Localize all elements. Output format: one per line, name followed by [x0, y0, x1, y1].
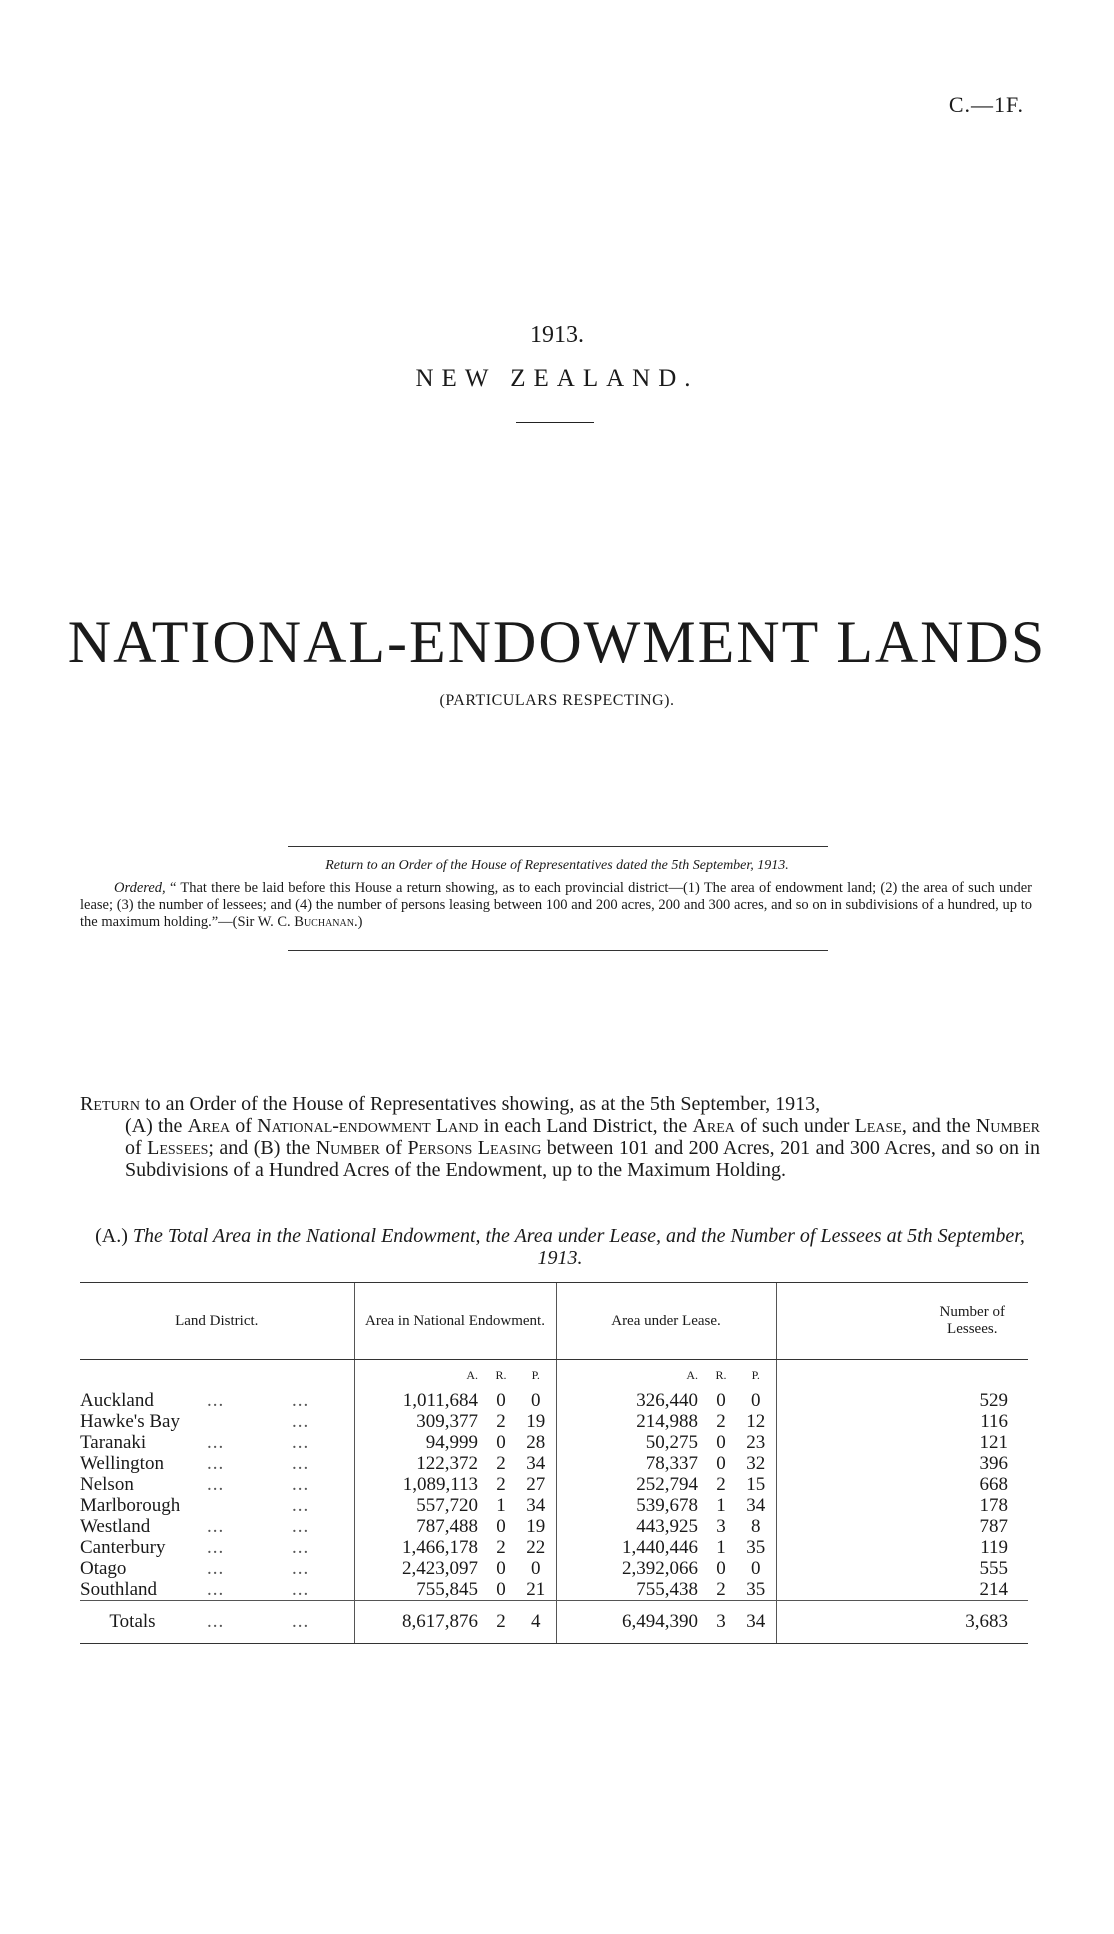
leader-dots: ... — [207, 1432, 225, 1453]
total-lease-roods: 3 — [706, 1601, 736, 1644]
unit-roods: R. — [715, 1368, 727, 1382]
lease-roods: 0 — [716, 1558, 726, 1579]
unit-acres: A. — [556, 1360, 706, 1391]
leader-dots: ... — [207, 1516, 225, 1537]
lease-acres: 755,438 — [556, 1579, 706, 1601]
document-subtitle: (PARTICULARS RESPECTING). — [439, 692, 675, 709]
table-row — [80, 1453, 1028, 1474]
totals-label: Totals — [80, 1601, 185, 1644]
header-land-district: Land District. — [80, 1283, 354, 1360]
lease-acres: 214,988 — [556, 1411, 706, 1432]
lease-perches: 35 — [746, 1537, 766, 1558]
order-bottom-rule — [288, 950, 828, 951]
endowment-perches: 21 — [526, 1579, 546, 1600]
district-name: Marlborough — [80, 1495, 181, 1516]
unit-perches: P. — [751, 1368, 760, 1382]
lease-roods: 0 — [716, 1432, 726, 1453]
table-row — [80, 1474, 1028, 1495]
caption-text: The Total Area in the National Endowment, the Area under Lease, and the Number of Lessees at 5th September, 1913. — [132, 1225, 1025, 1269]
endowment-acres: 1,466,178 — [354, 1537, 486, 1558]
endowment-acres: 309,377 — [354, 1411, 486, 1432]
leader-dots: ... — [292, 1558, 310, 1579]
leader-dots: ... — [207, 1579, 225, 1600]
header-area-lease: Area under Lease. — [556, 1283, 776, 1360]
district-name: Auckland — [80, 1390, 154, 1411]
endowment-roods: 2 — [496, 1537, 506, 1558]
leader-dots: ... — [270, 1601, 354, 1644]
endowment-roods: 1 — [496, 1495, 506, 1516]
endowment-acres: 755,845 — [354, 1579, 486, 1601]
district-name: Nelson — [80, 1474, 134, 1495]
table-row — [80, 1516, 1028, 1537]
total-lease-acres: 6,494,390 — [556, 1601, 706, 1644]
title-divider — [516, 422, 594, 423]
leader-dots: ... — [207, 1453, 225, 1474]
endowment-acres: 1,011,684 — [354, 1390, 486, 1411]
lessees-count: 119 — [776, 1537, 1028, 1558]
endowment-perches: 19 — [526, 1516, 546, 1537]
leader-dots: ... — [292, 1474, 310, 1495]
district-name: Taranaki — [80, 1432, 147, 1453]
endowment-roods: 0 — [496, 1390, 506, 1411]
endowment-table — [80, 1282, 1028, 1644]
lessees-count: 178 — [776, 1495, 1028, 1516]
leader-dots: ... — [207, 1558, 225, 1579]
endowment-perches: 0 — [531, 1390, 541, 1411]
endowment-perches: 28 — [526, 1432, 546, 1453]
lessees-count: 668 — [776, 1474, 1028, 1495]
endowment-acres: 94,999 — [354, 1432, 486, 1453]
table-row — [80, 1579, 1028, 1601]
unit-acres: A. — [354, 1360, 486, 1391]
table-caption — [80, 1225, 1040, 1269]
lease-perches: 15 — [746, 1474, 766, 1495]
document-title: NATIONAL-ENDOWMENT LANDS — [67, 609, 1047, 675]
order-heading: Return to an Order of the House of Representatives dated the 5th September, 1913. — [325, 858, 789, 873]
total-endowment-roods: 2 — [486, 1601, 516, 1644]
lease-acres: 443,925 — [556, 1516, 706, 1537]
endowment-acres: 787,488 — [354, 1516, 486, 1537]
endowment-roods: 0 — [496, 1516, 506, 1537]
table-header-row — [80, 1283, 1028, 1360]
total-lessees: 3,683 — [776, 1601, 1028, 1644]
table-row — [80, 1390, 1028, 1411]
document-reference: C.—1F. — [948, 92, 1024, 117]
leader-dots: ... — [292, 1453, 310, 1474]
endowment-roods: 2 — [496, 1474, 506, 1495]
ordered-label: Ordered, — [114, 880, 166, 896]
lease-perches: 0 — [751, 1390, 761, 1411]
leader-dots: ... — [207, 1537, 225, 1558]
unit-perches: P. — [531, 1368, 540, 1382]
leader-dots — [185, 1495, 270, 1516]
lease-roods: 1 — [716, 1537, 726, 1558]
district-name: Otago — [80, 1558, 127, 1579]
leader-dots: ... — [292, 1411, 310, 1432]
endowment-roods: 0 — [496, 1432, 506, 1453]
lessees-count: 529 — [776, 1390, 1028, 1411]
lease-roods: 0 — [716, 1453, 726, 1474]
totals-row — [80, 1601, 1028, 1644]
endowment-perches: 34 — [526, 1495, 546, 1516]
table-row — [80, 1495, 1028, 1516]
endowment-perches: 34 — [526, 1453, 546, 1474]
leader-dots: ... — [292, 1495, 310, 1516]
lease-perches: 12 — [746, 1411, 766, 1432]
lease-roods: 2 — [716, 1579, 726, 1600]
lease-perches: 35 — [746, 1579, 766, 1600]
country-heading: NEW ZEALAND. — [415, 365, 699, 392]
order-body: “ That there be laid before this House a return showing, as to each provincial district—(1) The area of endowment land; (2) the area of such under lease; (3) the number of lessees; and (4) the number of persons leasing between 100 and 200 acres, 200 and 300 acres, and so on in subdivisions of a hundred, up to the maximum holding.”—(Sir W. C. — [80, 880, 1033, 930]
lease-acres: 539,678 — [556, 1495, 706, 1516]
leader-dots: ... — [292, 1579, 310, 1600]
lease-perches: 23 — [746, 1432, 766, 1453]
lease-perches: 34 — [746, 1495, 766, 1516]
district-name: Hawke's Bay — [80, 1411, 180, 1432]
lessees-count: 121 — [776, 1432, 1028, 1453]
lease-roods: 3 — [716, 1516, 726, 1537]
lease-perches: 0 — [751, 1558, 761, 1579]
table-row — [80, 1432, 1028, 1453]
leader-dots: ... — [207, 1390, 225, 1411]
lessees-count: 214 — [776, 1579, 1028, 1601]
district-name: Wellington — [80, 1453, 164, 1474]
order-text — [80, 880, 1032, 931]
units-row — [80, 1360, 1028, 1391]
leader-dots: ... — [292, 1432, 310, 1453]
unit-roods: R. — [495, 1368, 507, 1382]
endowment-roods: 2 — [496, 1411, 506, 1432]
lease-acres: 50,275 — [556, 1432, 706, 1453]
endowment-perches: 19 — [526, 1411, 546, 1432]
leader-dots: ... — [207, 1474, 225, 1495]
endowment-perches: 27 — [526, 1474, 546, 1495]
table-row — [80, 1411, 1028, 1432]
endowment-acres: 2,423,097 — [354, 1558, 486, 1579]
lease-acres: 2,392,066 — [556, 1558, 706, 1579]
lease-perches: 32 — [746, 1453, 766, 1474]
member-name: Buchanan. — [294, 914, 358, 930]
lease-perches: 8 — [751, 1516, 761, 1537]
return-paragraph: Return to an Order of the House of Representatives showing, as at the 5th September, 1913, (A) the Area of National-endowment Land in each Land District, the Area of such under Lease, and the Number of Lessees; and (B) the Number of Persons Leasing between 101 and 200 Acres, 201 and 300 Acres, and so on in Subdivisions of a Hundred Acres of the Endowment, up to the Maximum Holding. — [80, 1093, 1040, 1181]
lessees-count: 787 — [776, 1516, 1028, 1537]
leader-dots: ... — [292, 1390, 310, 1411]
endowment-acres: 122,372 — [354, 1453, 486, 1474]
endowment-acres: 557,720 — [354, 1495, 486, 1516]
header-area-endowment: Area in National Endowment. — [354, 1283, 556, 1360]
lease-roods: 2 — [716, 1411, 726, 1432]
table-row — [80, 1537, 1028, 1558]
order-top-rule — [288, 846, 828, 847]
lease-acres: 1,440,446 — [556, 1537, 706, 1558]
lease-roods: 0 — [716, 1390, 726, 1411]
lease-acres: 78,337 — [556, 1453, 706, 1474]
district-name: Southland — [80, 1579, 158, 1600]
leader-dots: ... — [185, 1601, 270, 1644]
table-row — [80, 1558, 1028, 1579]
document-year: 1913. — [530, 322, 584, 348]
leader-dots — [185, 1411, 270, 1432]
endowment-acres: 1,089,113 — [354, 1474, 486, 1495]
total-lease-perches: 34 — [736, 1601, 776, 1644]
lease-roods: 2 — [716, 1474, 726, 1495]
total-endowment-acres: 8,617,876 — [354, 1601, 486, 1644]
header-number-lessees: Number of Lessees. — [776, 1283, 1028, 1360]
endowment-roods: 0 — [496, 1558, 506, 1579]
endowment-perches: 22 — [526, 1537, 546, 1558]
order-close: ) — [357, 914, 363, 930]
endowment-roods: 0 — [496, 1579, 506, 1600]
lessees-count: 555 — [776, 1558, 1028, 1579]
caption-tag: (A.) — [95, 1225, 128, 1247]
leader-dots: ... — [292, 1516, 310, 1537]
endowment-roods: 2 — [496, 1453, 506, 1474]
lease-acres: 326,440 — [556, 1390, 706, 1411]
leader-dots: ... — [292, 1537, 310, 1558]
endowment-perches: 0 — [531, 1558, 541, 1579]
lessees-count: 396 — [776, 1453, 1028, 1474]
lease-roods: 1 — [716, 1495, 726, 1516]
total-endowment-perches: 4 — [516, 1601, 556, 1644]
lessees-count: 116 — [776, 1411, 1028, 1432]
district-name: Westland — [80, 1516, 151, 1537]
district-name: Canterbury — [80, 1537, 166, 1558]
lease-acres: 252,794 — [556, 1474, 706, 1495]
